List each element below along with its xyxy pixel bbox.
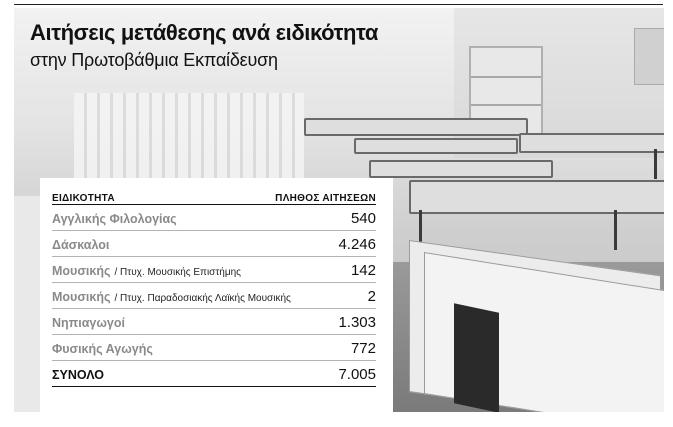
- table-row: [52, 231, 376, 257]
- photo-desk-leg: [614, 210, 617, 250]
- row-category: [52, 316, 125, 334]
- photo-desk: [409, 180, 664, 214]
- column-header-count: ΠΛΗΘΟΣ ΑΙΤΗΣΕΩΝ: [275, 193, 376, 204]
- table-row: [52, 309, 376, 335]
- photo-noticeboard: [634, 28, 664, 85]
- category-note: / Πτυχ. Μουσικής Επιστήμης: [114, 267, 242, 278]
- category-name: Νηπιαγωγοί: [52, 316, 125, 330]
- table-body: [52, 205, 376, 361]
- category-name: Μουσικής: [52, 264, 111, 278]
- category-name: Δάσκαλοι: [52, 238, 110, 252]
- row-value: 772: [350, 340, 376, 357]
- table-header: [52, 186, 376, 205]
- photo-desk: [519, 133, 664, 153]
- category-name: Αγγλικής Φιλολογίας: [52, 212, 177, 226]
- data-table: [52, 186, 376, 387]
- row-category: [52, 212, 177, 230]
- row-value: 540: [350, 210, 376, 227]
- table-row: [52, 335, 376, 361]
- photo-desk: [304, 118, 528, 136]
- row-category: [52, 342, 153, 360]
- row-value: 142: [350, 262, 376, 279]
- panel-edge: [14, 196, 40, 412]
- chart-title: Αιτήσεις μετάθεσης ανά ειδικότητα: [30, 20, 378, 45]
- table-row: [52, 205, 376, 231]
- row-value: 2: [367, 288, 376, 305]
- row-value: 4.246: [338, 236, 376, 253]
- row-value: 1.303: [338, 314, 376, 331]
- row-category: [52, 290, 291, 308]
- total-label: ΣΥΝΟΛΟ: [52, 368, 104, 382]
- category-name: Φυσικής Αγωγής: [52, 342, 153, 356]
- category-name: Μουσικής: [52, 290, 111, 304]
- row-category: [52, 238, 109, 256]
- title-block: [30, 20, 378, 71]
- total-value: 7.005: [338, 366, 376, 383]
- table-row: [52, 283, 376, 309]
- top-rule: [14, 4, 663, 5]
- row-category: [52, 264, 241, 282]
- photo-desk-leg: [654, 149, 657, 179]
- photo-desk: [369, 160, 553, 178]
- photo-book-spine: [454, 303, 499, 412]
- photo-desk: [354, 138, 518, 154]
- column-header-category: ΕΙΔΙΚΟΤΗΤΑ: [52, 193, 115, 204]
- table-row: [52, 257, 376, 283]
- total-row: [52, 361, 376, 387]
- chart-subtitle: στην Πρωτοβάθμια Εκπαίδευση: [30, 50, 278, 70]
- category-note: / Πτυχ. Παραδοσιακής Λαϊκής Μουσικής: [114, 293, 291, 304]
